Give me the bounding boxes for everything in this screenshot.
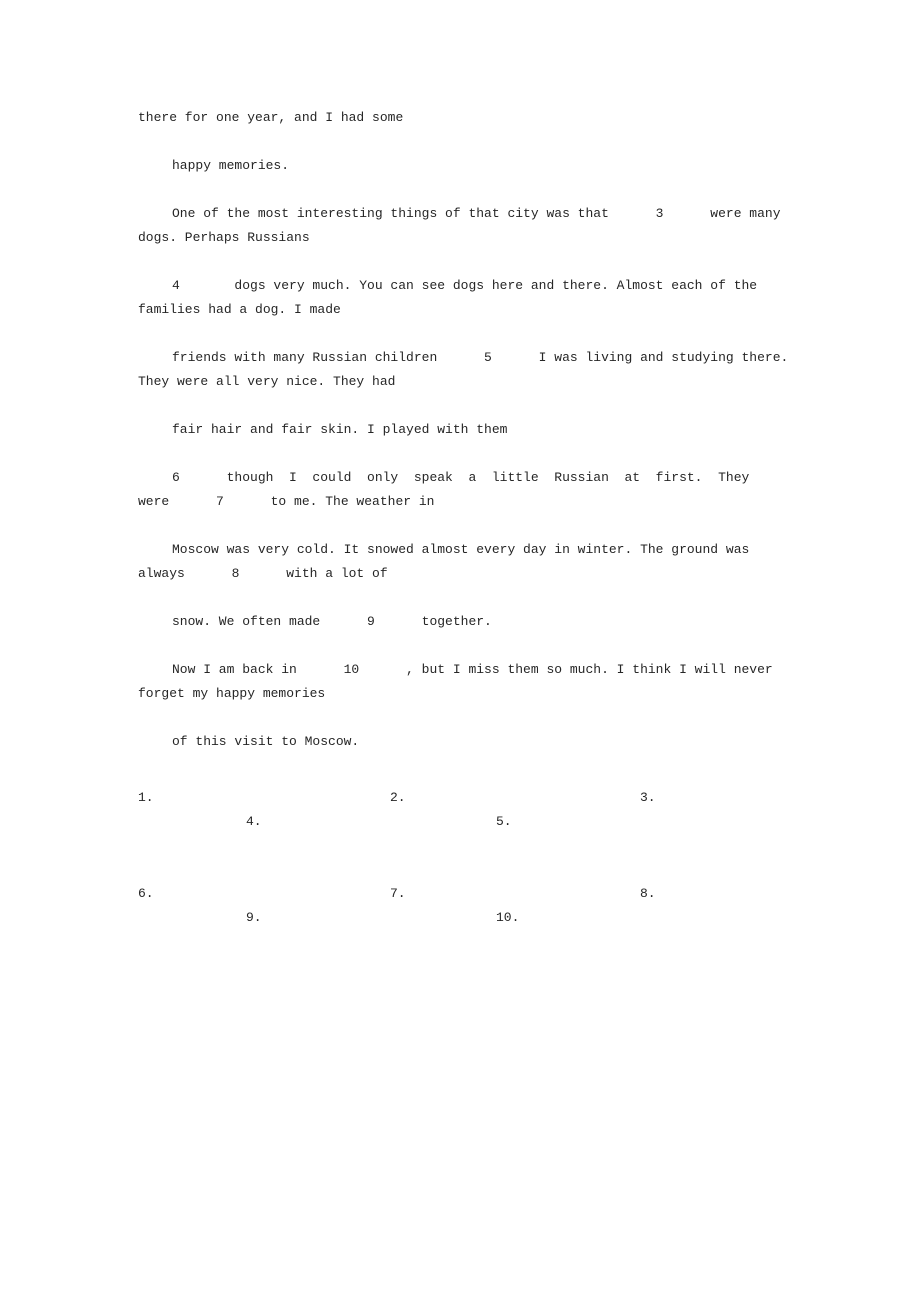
answer-row	[138, 882, 781, 906]
text-line: 4 dogs very much. You can see dogs here and there. Almost each of the	[172, 278, 758, 293]
text-line: fair hair and fair skin. I played with them	[172, 422, 508, 437]
text-line: dogs. Perhaps Russians	[138, 230, 310, 245]
text-line: there for one year, and I had some	[138, 110, 404, 125]
answer-slot-7: 7.	[390, 886, 406, 901]
text-line: Moscow was very cold. It snowed almost every day in winter. The ground was	[172, 542, 750, 557]
text-line: of this visit to Moscow.	[172, 734, 360, 749]
answer-slot-1: 1.	[138, 790, 154, 805]
paragraph	[138, 106, 781, 130]
answer-slot-10: 10.	[496, 910, 520, 925]
answer-row	[138, 810, 781, 834]
answer-row	[138, 786, 781, 810]
text-line: friends with many Russian children 5 I was living and studying there.	[172, 350, 789, 365]
text-line: snow. We often made 9 together.	[172, 614, 492, 629]
answer-slot-8: 8.	[640, 886, 656, 901]
paragraph	[138, 466, 781, 514]
answer-slot-4: 4.	[246, 814, 262, 829]
text-line: always 8 with a lot of	[138, 566, 388, 581]
paragraph	[138, 274, 781, 322]
paragraph	[138, 154, 781, 178]
answer-slot-9: 9.	[246, 910, 262, 925]
answer-slot-6: 6.	[138, 886, 154, 901]
text-line: were 7 to me. The weather in	[138, 494, 435, 509]
text-line: forget my happy memories	[138, 686, 326, 701]
answer-slot-5: 5.	[496, 814, 512, 829]
paragraph	[138, 610, 781, 634]
text-line: 6 though I could only speak a little Russian at first. They	[172, 470, 750, 485]
paragraph	[138, 346, 789, 394]
answer-blanks-section	[138, 786, 781, 930]
answer-slot-2: 2.	[390, 790, 406, 805]
paragraph	[138, 730, 781, 754]
text-line: happy memories.	[172, 158, 290, 173]
answer-slot-3: 3.	[640, 790, 656, 805]
paragraph	[138, 418, 781, 442]
paragraph	[138, 658, 781, 706]
text-line: One of the most interesting things of that city was that 3 were many	[172, 206, 781, 221]
paragraph	[138, 538, 781, 586]
answer-row	[138, 906, 781, 930]
text-line: families had a dog. I made	[138, 302, 341, 317]
cloze-passage	[138, 106, 789, 754]
text-line: They were all very nice. They had	[138, 374, 396, 389]
paragraph	[138, 202, 781, 250]
text-line: Now I am back in 10 , but I miss them so much. I think I will never	[172, 662, 773, 677]
